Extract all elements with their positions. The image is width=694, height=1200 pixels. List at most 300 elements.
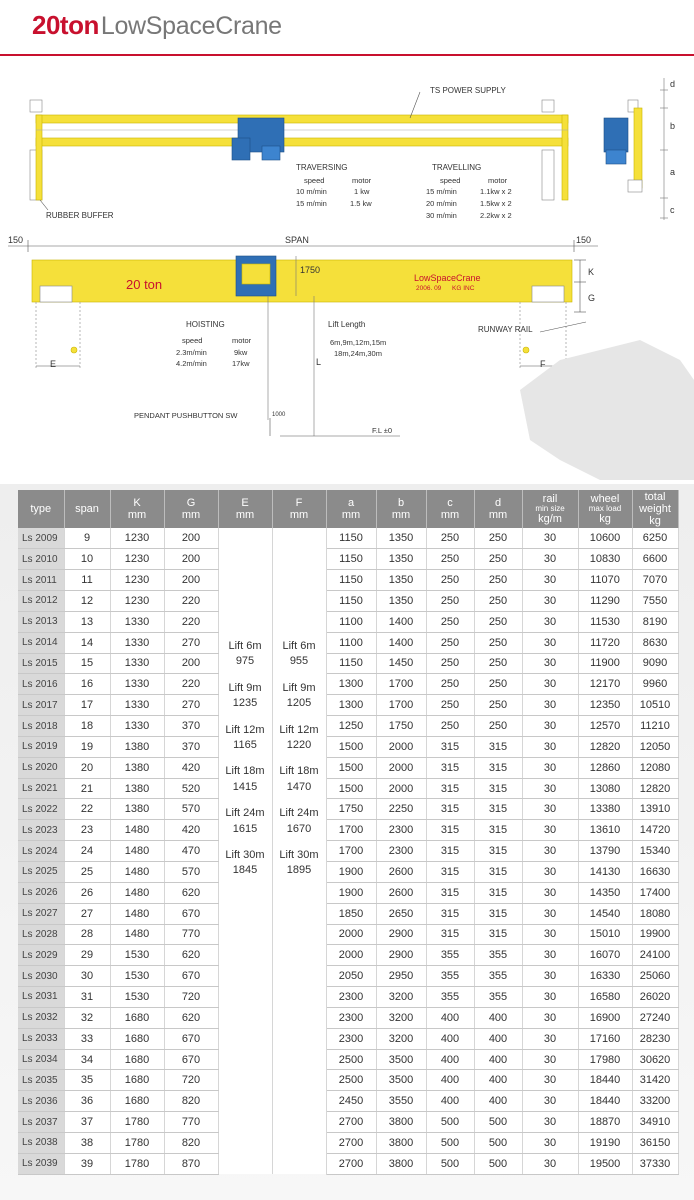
cell-d: 250 xyxy=(474,632,522,653)
cell-type: Ls 2038 xyxy=(18,1132,64,1153)
cell-d: 250 xyxy=(474,570,522,591)
header-d xyxy=(474,490,522,528)
cell-rail: 30 xyxy=(522,1091,578,1112)
cell-rail: 30 xyxy=(522,674,578,695)
cell-K: 1480 xyxy=(110,862,164,883)
title-product: LowSpaceCrane xyxy=(100,12,282,40)
cell-b: 1700 xyxy=(376,674,426,695)
cell-d: 250 xyxy=(474,674,522,695)
cell-type: Ls 2026 xyxy=(18,882,64,903)
dim-E: E xyxy=(50,359,57,369)
table-row xyxy=(18,653,678,674)
cell-span: 11 xyxy=(64,570,110,591)
cell-b: 3200 xyxy=(376,1028,426,1049)
cell-span: 37 xyxy=(64,1112,110,1133)
cell-b: 3550 xyxy=(376,1091,426,1112)
table-row xyxy=(18,903,678,924)
cell-span: 25 xyxy=(64,862,110,883)
cell-type: Ls 2035 xyxy=(18,1070,64,1091)
cell-K: 1480 xyxy=(110,820,164,841)
cell-type: Ls 2015 xyxy=(18,653,64,674)
cell-span: 38 xyxy=(64,1132,110,1153)
cell-rail: 30 xyxy=(522,778,578,799)
cell-rail: 30 xyxy=(522,632,578,653)
header-b xyxy=(376,490,426,528)
header-wheel xyxy=(578,490,632,528)
F-lift-group xyxy=(273,764,326,795)
cell-b: 2000 xyxy=(376,736,426,757)
cell-b: 2900 xyxy=(376,924,426,945)
travelling-motor-3: 2.2kw x 2 xyxy=(480,211,512,220)
cell-wheel: 13380 xyxy=(578,799,632,820)
lift-label: Lift 9m xyxy=(228,681,262,694)
cell-G: 200 xyxy=(164,549,218,570)
cell-d: 250 xyxy=(474,653,522,674)
cell-a: 2300 xyxy=(326,1028,376,1049)
table-row xyxy=(18,757,678,778)
cell-G: 420 xyxy=(164,820,218,841)
cell-wheel: 12820 xyxy=(578,736,632,757)
cell-wheel: 18870 xyxy=(578,1112,632,1133)
cell-wheel: 16330 xyxy=(578,966,632,987)
travelling-motor-2: 1.5kw x 2 xyxy=(480,199,512,208)
cell-K: 1330 xyxy=(110,695,164,716)
cell-K: 1330 xyxy=(110,632,164,653)
cell-wheel: 11070 xyxy=(578,570,632,591)
cell-span: 33 xyxy=(64,1028,110,1049)
cell-a: 1900 xyxy=(326,882,376,903)
cell-a: 1500 xyxy=(326,736,376,757)
cell-total: 19900 xyxy=(632,924,678,945)
cell-total: 10510 xyxy=(632,695,678,716)
table-row xyxy=(18,695,678,716)
lift-value: 1615 xyxy=(232,822,258,835)
cell-a: 2700 xyxy=(326,1112,376,1133)
brand-company: KG INC xyxy=(452,285,475,292)
cell-rail: 30 xyxy=(522,882,578,903)
table-row xyxy=(18,882,678,903)
F-lift-group xyxy=(273,806,326,837)
cell-G: 270 xyxy=(164,632,218,653)
cell-total: 28230 xyxy=(632,1028,678,1049)
cell-a: 2500 xyxy=(326,1070,376,1091)
cell-type: Ls 2023 xyxy=(18,820,64,841)
cell-span: 9 xyxy=(64,528,110,549)
header-d-unit: mm xyxy=(488,509,508,521)
table-row xyxy=(18,632,678,653)
cell-K: 1380 xyxy=(110,799,164,820)
travelling-motor-header: motor xyxy=(488,176,508,185)
header-F xyxy=(272,490,326,528)
cell-total: 14720 xyxy=(632,820,678,841)
cell-type: Ls 2039 xyxy=(18,1153,64,1174)
cell-d: 315 xyxy=(474,799,522,820)
cell-d: 315 xyxy=(474,736,522,757)
header-a xyxy=(326,490,376,528)
cell-wheel: 15010 xyxy=(578,924,632,945)
cell-K: 1480 xyxy=(110,841,164,862)
header-G xyxy=(164,490,218,528)
cell-d: 315 xyxy=(474,820,522,841)
cell-G: 720 xyxy=(164,987,218,1008)
cell-a: 1700 xyxy=(326,820,376,841)
cell-span: 32 xyxy=(64,1007,110,1028)
height-1000-label: 1000 xyxy=(272,412,286,418)
travelling-title: TRAVELLING xyxy=(432,163,482,172)
cell-G: 770 xyxy=(164,1112,218,1133)
cell-type: Ls 2032 xyxy=(18,1007,64,1028)
lift-label: Lift 6m xyxy=(282,640,316,652)
cell-d: 400 xyxy=(474,1007,522,1028)
cell-rail: 30 xyxy=(522,1132,578,1153)
header-total-sub: weight xyxy=(639,502,671,515)
dim-d: d xyxy=(670,79,676,89)
hoisting-speed-2: 4.2m/min xyxy=(176,359,207,368)
cell-c: 250 xyxy=(426,591,474,612)
cell-wheel: 11530 xyxy=(578,611,632,632)
cell-span: 12 xyxy=(64,591,110,612)
cell-total: 8190 xyxy=(632,611,678,632)
lift-value: 1165 xyxy=(233,738,257,751)
cell-wheel: 13080 xyxy=(578,778,632,799)
cell-c: 355 xyxy=(426,987,474,1008)
cell-c: 250 xyxy=(426,695,474,716)
cell-K: 1380 xyxy=(110,778,164,799)
cell-K: 1230 xyxy=(110,528,164,549)
cell-span: 34 xyxy=(64,1049,110,1070)
cell-a: 1300 xyxy=(326,674,376,695)
cell-type: Ls 2033 xyxy=(18,1028,64,1049)
hoisting-speed-header: speed xyxy=(182,336,203,345)
cell-c: 250 xyxy=(426,632,474,653)
cell-b: 3800 xyxy=(376,1112,426,1133)
cell-span: 31 xyxy=(64,987,110,1008)
cell-K: 1480 xyxy=(110,924,164,945)
cell-b: 3200 xyxy=(376,987,426,1008)
table-row xyxy=(18,778,678,799)
cell-d: 500 xyxy=(474,1112,522,1133)
cell-G: 820 xyxy=(164,1132,218,1153)
page-title xyxy=(32,10,282,44)
traversing-speed-2: 15 m/min xyxy=(296,199,327,208)
header-wheel-sub: max load xyxy=(588,503,622,513)
title-capacity: 20ton xyxy=(32,10,99,40)
cell-span: 26 xyxy=(64,882,110,903)
cell-total: 33200 xyxy=(632,1091,678,1112)
table-row xyxy=(18,987,678,1008)
cell-span: 27 xyxy=(64,903,110,924)
cell-c: 315 xyxy=(426,736,474,757)
cell-type: Ls 2029 xyxy=(18,945,64,966)
lift-label: Lift 6m xyxy=(228,640,262,652)
cell-a: 2000 xyxy=(326,924,376,945)
cell-c: 400 xyxy=(426,1007,474,1028)
table-row xyxy=(18,716,678,737)
cell-a: 1850 xyxy=(326,903,376,924)
table-row xyxy=(18,736,678,757)
cell-type: Ls 2019 xyxy=(18,736,64,757)
cell-c: 250 xyxy=(426,674,474,695)
E-lift-group xyxy=(219,764,272,795)
cell-a: 1150 xyxy=(326,570,376,591)
cell-G: 200 xyxy=(164,528,218,549)
cell-G: 270 xyxy=(164,695,218,716)
cell-span: 20 xyxy=(64,757,110,778)
cell-b: 1350 xyxy=(376,591,426,612)
cell-G: 370 xyxy=(164,716,218,737)
cell-rail: 30 xyxy=(522,1153,578,1174)
cell-b: 3800 xyxy=(376,1153,426,1174)
cell-K: 1230 xyxy=(110,591,164,612)
cell-K: 1330 xyxy=(110,611,164,632)
cell-type: Ls 2010 xyxy=(18,549,64,570)
cell-rail: 30 xyxy=(522,528,578,549)
cell-wheel: 16070 xyxy=(578,945,632,966)
cell-span: 15 xyxy=(64,653,110,674)
cell-b: 2900 xyxy=(376,945,426,966)
header-c xyxy=(426,490,474,528)
cell-type: Ls 2025 xyxy=(18,862,64,883)
cell-b: 3800 xyxy=(376,1132,426,1153)
cell-type: Ls 2020 xyxy=(18,757,64,778)
cell-wheel: 16900 xyxy=(578,1007,632,1028)
lift-value: 1895 xyxy=(286,864,312,877)
cell-d: 315 xyxy=(474,903,522,924)
cell-G: 220 xyxy=(164,674,218,695)
cell-type: Ls 2022 xyxy=(18,799,64,820)
cell-wheel: 12350 xyxy=(578,695,632,716)
cell-E-merged xyxy=(218,528,272,1174)
cell-K: 1530 xyxy=(110,945,164,966)
cell-c: 400 xyxy=(426,1091,474,1112)
span-label: SPAN xyxy=(285,235,309,245)
cell-rail: 30 xyxy=(522,987,578,1008)
cell-c: 315 xyxy=(426,820,474,841)
travelling-speed-header: speed xyxy=(440,176,461,185)
traversing-motor-1: 1 kw xyxy=(354,187,370,196)
header-G-label: G xyxy=(186,496,196,509)
cell-type: Ls 2021 xyxy=(18,778,64,799)
cell-span: 16 xyxy=(64,674,110,695)
header-d-label: d xyxy=(494,496,502,509)
header-rail-label: rail xyxy=(542,492,558,505)
hoisting-title: HOISTING xyxy=(186,320,225,329)
table-row xyxy=(18,1132,678,1153)
cell-wheel: 13610 xyxy=(578,820,632,841)
cell-a: 1900 xyxy=(326,862,376,883)
crane-diagram xyxy=(0,60,694,480)
cell-a: 2050 xyxy=(326,966,376,987)
cell-b: 2600 xyxy=(376,862,426,883)
cell-a: 1100 xyxy=(326,611,376,632)
ts-power-supply-label: TS POWER SUPPLY xyxy=(430,86,506,95)
lift-value: 975 xyxy=(235,655,255,668)
cell-K: 1780 xyxy=(110,1153,164,1174)
cell-b: 1350 xyxy=(376,528,426,549)
cell-span: 28 xyxy=(64,924,110,945)
cell-a: 1150 xyxy=(326,528,376,549)
cell-span: 35 xyxy=(64,1070,110,1091)
cell-total: 9090 xyxy=(632,653,678,674)
cell-type: Ls 2034 xyxy=(18,1049,64,1070)
cell-total: 12820 xyxy=(632,778,678,799)
cell-total: 6600 xyxy=(632,549,678,570)
cell-total: 12050 xyxy=(632,736,678,757)
header-G-unit: mm xyxy=(181,509,201,521)
cell-total: 15340 xyxy=(632,841,678,862)
cell-a: 1100 xyxy=(326,632,376,653)
cell-b: 2300 xyxy=(376,820,426,841)
cell-type: Ls 2014 xyxy=(18,632,64,653)
cell-d: 400 xyxy=(474,1049,522,1070)
cell-d: 355 xyxy=(474,966,522,987)
cell-span: 22 xyxy=(64,799,110,820)
cell-type: Ls 2024 xyxy=(18,841,64,862)
cell-wheel: 11900 xyxy=(578,653,632,674)
cell-type: Ls 2037 xyxy=(18,1112,64,1133)
E-lift-group xyxy=(219,723,272,754)
cell-wheel: 14540 xyxy=(578,903,632,924)
lift-label: Lift 12m xyxy=(279,723,319,736)
table-row xyxy=(18,528,678,549)
cell-b: 3500 xyxy=(376,1049,426,1070)
cell-a: 1150 xyxy=(326,653,376,674)
cell-total: 12080 xyxy=(632,757,678,778)
right-150-label: 150 xyxy=(576,235,592,245)
cell-b: 2250 xyxy=(376,799,426,820)
cell-d: 250 xyxy=(474,528,522,549)
cell-wheel: 12860 xyxy=(578,757,632,778)
cell-rail: 30 xyxy=(522,1112,578,1133)
cell-rail: 30 xyxy=(522,611,578,632)
cell-G: 770 xyxy=(164,924,218,945)
cell-total: 17400 xyxy=(632,882,678,903)
cell-wheel: 19500 xyxy=(578,1153,632,1174)
cell-c: 250 xyxy=(426,549,474,570)
cell-a: 1500 xyxy=(326,778,376,799)
cell-c: 355 xyxy=(426,966,474,987)
cell-total: 27240 xyxy=(632,1007,678,1028)
header-rail-sub: min size xyxy=(535,503,565,513)
header-K-unit: mm xyxy=(127,509,147,521)
cell-rail: 30 xyxy=(522,1049,578,1070)
lift-value: 1845 xyxy=(232,864,258,877)
cell-rail: 30 xyxy=(522,966,578,987)
lift-label: Lift 18m xyxy=(225,765,265,778)
cell-wheel: 17980 xyxy=(578,1049,632,1070)
table-row xyxy=(18,591,678,612)
cell-rail: 30 xyxy=(522,591,578,612)
cell-rail: 30 xyxy=(522,945,578,966)
cell-type: Ls 2030 xyxy=(18,966,64,987)
cell-G: 220 xyxy=(164,611,218,632)
cell-type: Ls 2012 xyxy=(18,591,64,612)
cell-K: 1780 xyxy=(110,1132,164,1153)
cell-G: 420 xyxy=(164,757,218,778)
cell-d: 315 xyxy=(474,924,522,945)
hoisting-motor-2: 17kw xyxy=(232,359,250,368)
cell-span: 36 xyxy=(64,1091,110,1112)
cell-wheel: 11290 xyxy=(578,591,632,612)
cell-wheel: 14130 xyxy=(578,862,632,883)
hoisting-motor-header: motor xyxy=(232,336,252,345)
cell-wheel: 10600 xyxy=(578,528,632,549)
header-E-label: E xyxy=(241,496,249,509)
cell-K: 1680 xyxy=(110,1070,164,1091)
cell-type: Ls 2031 xyxy=(18,987,64,1008)
header-rail-unit: kg/m xyxy=(538,513,562,526)
cell-a: 1500 xyxy=(326,757,376,778)
elevation-view xyxy=(32,256,586,436)
cell-G: 520 xyxy=(164,778,218,799)
lift-value: 1235 xyxy=(232,697,258,710)
cell-type: Ls 2017 xyxy=(18,695,64,716)
cell-wheel: 18440 xyxy=(578,1070,632,1091)
cell-b: 2600 xyxy=(376,882,426,903)
capacity-label: 20 ton xyxy=(126,277,163,292)
cell-span: 14 xyxy=(64,632,110,653)
traversing-speed-1: 10 m/min xyxy=(296,187,327,196)
dim-a: a xyxy=(670,167,676,177)
header-a-label: a xyxy=(347,496,355,509)
cell-wheel: 19190 xyxy=(578,1132,632,1153)
table-row xyxy=(18,966,678,987)
header-c-label: c xyxy=(447,496,453,509)
cell-type: Ls 2011 xyxy=(18,570,64,591)
pendant-label: PENDANT PUSHBUTTON SW xyxy=(134,411,238,420)
cell-rail: 30 xyxy=(522,799,578,820)
cell-c: 315 xyxy=(426,778,474,799)
table-row xyxy=(18,1028,678,1049)
cell-c: 500 xyxy=(426,1132,474,1153)
table-row xyxy=(18,820,678,841)
cell-a: 1150 xyxy=(326,549,376,570)
cell-b: 1450 xyxy=(376,653,426,674)
cell-K: 1330 xyxy=(110,674,164,695)
cell-rail: 30 xyxy=(522,841,578,862)
cell-d: 250 xyxy=(474,695,522,716)
cell-type: Ls 2036 xyxy=(18,1091,64,1112)
cell-K: 1680 xyxy=(110,1049,164,1070)
cell-d: 315 xyxy=(474,841,522,862)
cell-G: 570 xyxy=(164,862,218,883)
cell-d: 250 xyxy=(474,716,522,737)
F-lift-group xyxy=(273,848,326,879)
cell-K: 1330 xyxy=(110,653,164,674)
title-divider xyxy=(0,54,694,56)
cell-span: 39 xyxy=(64,1153,110,1174)
E-lift-group xyxy=(219,639,272,670)
cell-total: 8630 xyxy=(632,632,678,653)
cell-wheel: 11720 xyxy=(578,632,632,653)
cell-d: 250 xyxy=(474,549,522,570)
table-row xyxy=(18,799,678,820)
rubber-buffer-label: RUBBER BUFFER xyxy=(46,211,114,220)
cell-d: 355 xyxy=(474,945,522,966)
table-row xyxy=(18,1049,678,1070)
cell-rail: 30 xyxy=(522,653,578,674)
cell-a: 2700 xyxy=(326,1153,376,1174)
table-row xyxy=(18,924,678,945)
left-150-label: 150 xyxy=(8,235,24,245)
cell-total: 24100 xyxy=(632,945,678,966)
cell-G: 570 xyxy=(164,799,218,820)
F-lift-group xyxy=(273,639,326,670)
header-total-label: total xyxy=(644,490,666,503)
cell-wheel: 16580 xyxy=(578,987,632,1008)
hoisting-motor-1: 9kw xyxy=(234,348,248,357)
F-lift-group xyxy=(273,723,326,754)
